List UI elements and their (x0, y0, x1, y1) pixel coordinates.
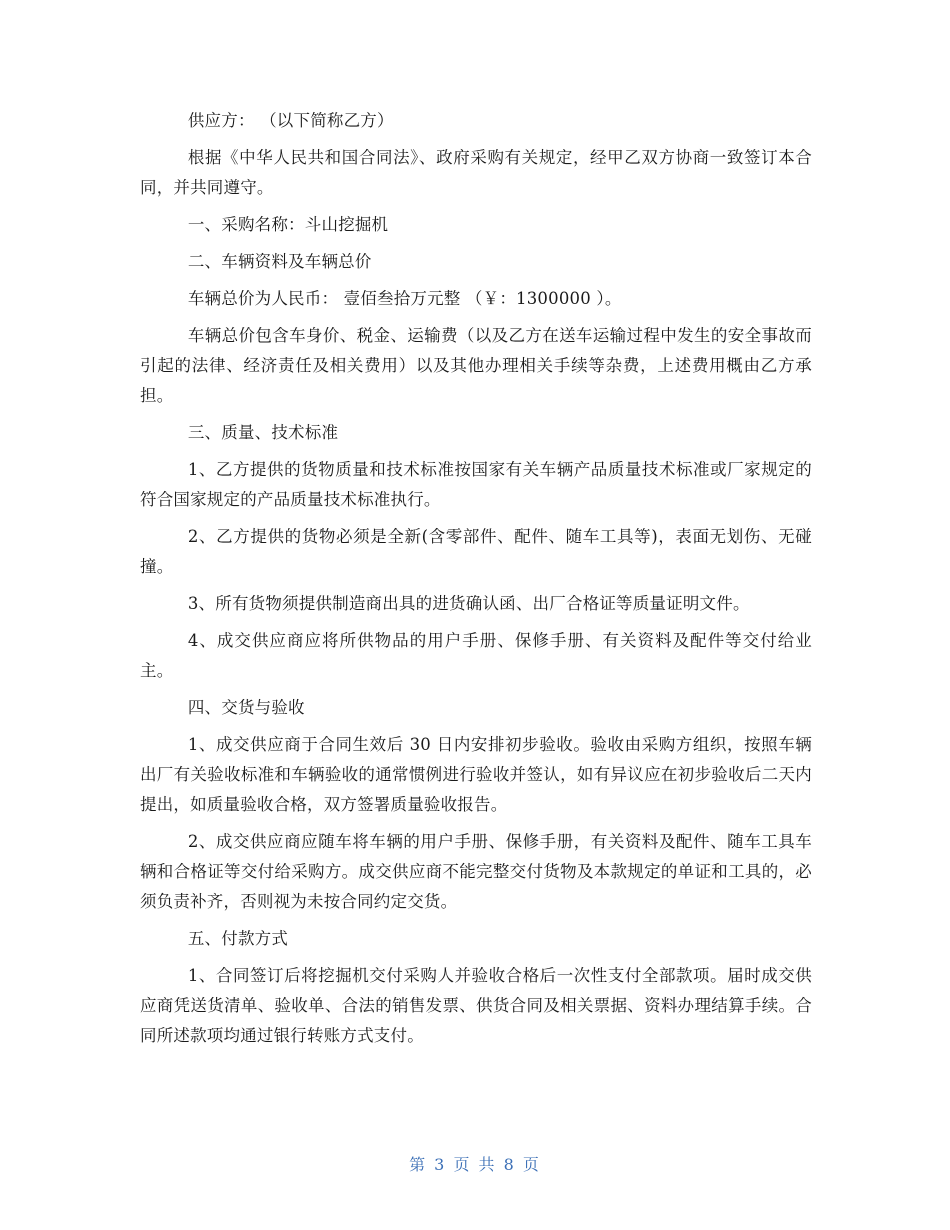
paragraph-quality-4: 4、成交供应商应将所供物品的用户手册、保修手册、有关资料及配件等交付给业主。 (140, 631, 812, 680)
paragraph-quality-1: 1、乙方提供的货物质量和技术标准按国家有关车辆产品质量技术标准或厂家规定的符合国家规定的产品质量技术标准执行。 (140, 460, 812, 509)
heading-vehicle-info: 二、车辆资料及车辆总价 (187, 252, 372, 271)
paragraph-delivery-2: 2、成交供应商应随车将车辆的用户手册、保修手册，有关资料及配件、随车工具车辆和合格证等交付给采购方。成交供应商不能完整交付货物及本款规定的单证和工具的，必须负责补齐，否则视为未按合同约定交货。 (140, 832, 812, 911)
paragraph-basis: 根据《中华人民共和国合同法》、政府采购有关规定，经甲乙双方协商一致签订本合同，并共同遵守。 (140, 148, 812, 197)
heading-payment: 五、付款方式 (187, 929, 289, 948)
paragraph-quality-2: 2、乙方提供的货物必须是全新(含零部件、配件、随车工具等)，表面无划伤、无碰撞。 (140, 527, 812, 576)
paragraph-delivery-1: 1、成交供应商于合同生效后 30 日内安排初步验收。验收由采购方组织，按照车辆出厂有关验收标准和车辆验收的通常惯例进行验收并签认，如有异议应在初步验收后二天内提出，如质量验收合格，双方签署质量验收报告。 (140, 735, 812, 814)
paragraph-quality-3: 3、所有货物须提供制造商出具的进货确认函、出厂合格证等质量证明文件。 (187, 594, 750, 613)
paragraph-total-price: 车辆总价为人民币： 壹佰叁拾万元整 （￥：1300000 ）。 (187, 289, 622, 308)
paragraph-price-includes: 车辆总价包含车身价、税金、运输费（以及乙方在送车运输过程中发生的安全事故而引起的法律、经济责任及相关费用）以及其他办理相关手续等杂费，上述费用概由乙方承担。 (140, 326, 812, 405)
page-number-footer (0, 1152, 950, 1175)
document-body (140, 106, 812, 1058)
footer-prefix: 第 (409, 1155, 428, 1174)
footer-suffix: 页 (522, 1155, 541, 1174)
heading-delivery-acceptance: 四、交货与验收 (187, 698, 305, 717)
paragraph-supplier: 供应方： （以下简称乙方） (187, 111, 394, 130)
heading-quality-standard: 三、质量、技术标准 (187, 423, 339, 442)
paragraph-payment-1: 1、合同签订后将挖掘机交付采购人并验收合格后一次性支付全部款项。届时成交供应商凭送货清单、验收单、合法的销售发票、供货合同及相关票据、资料办理结算手续。合同所述款项均通过银行转账方式支付。 (140, 966, 812, 1045)
footer-total-pages: 8 (503, 1155, 516, 1174)
footer-middle: 页 共 (453, 1155, 497, 1174)
footer-current-page: 3 (434, 1155, 447, 1174)
paragraph-purchase-name: 一、采购名称：斗山挖掘机 (187, 215, 389, 234)
